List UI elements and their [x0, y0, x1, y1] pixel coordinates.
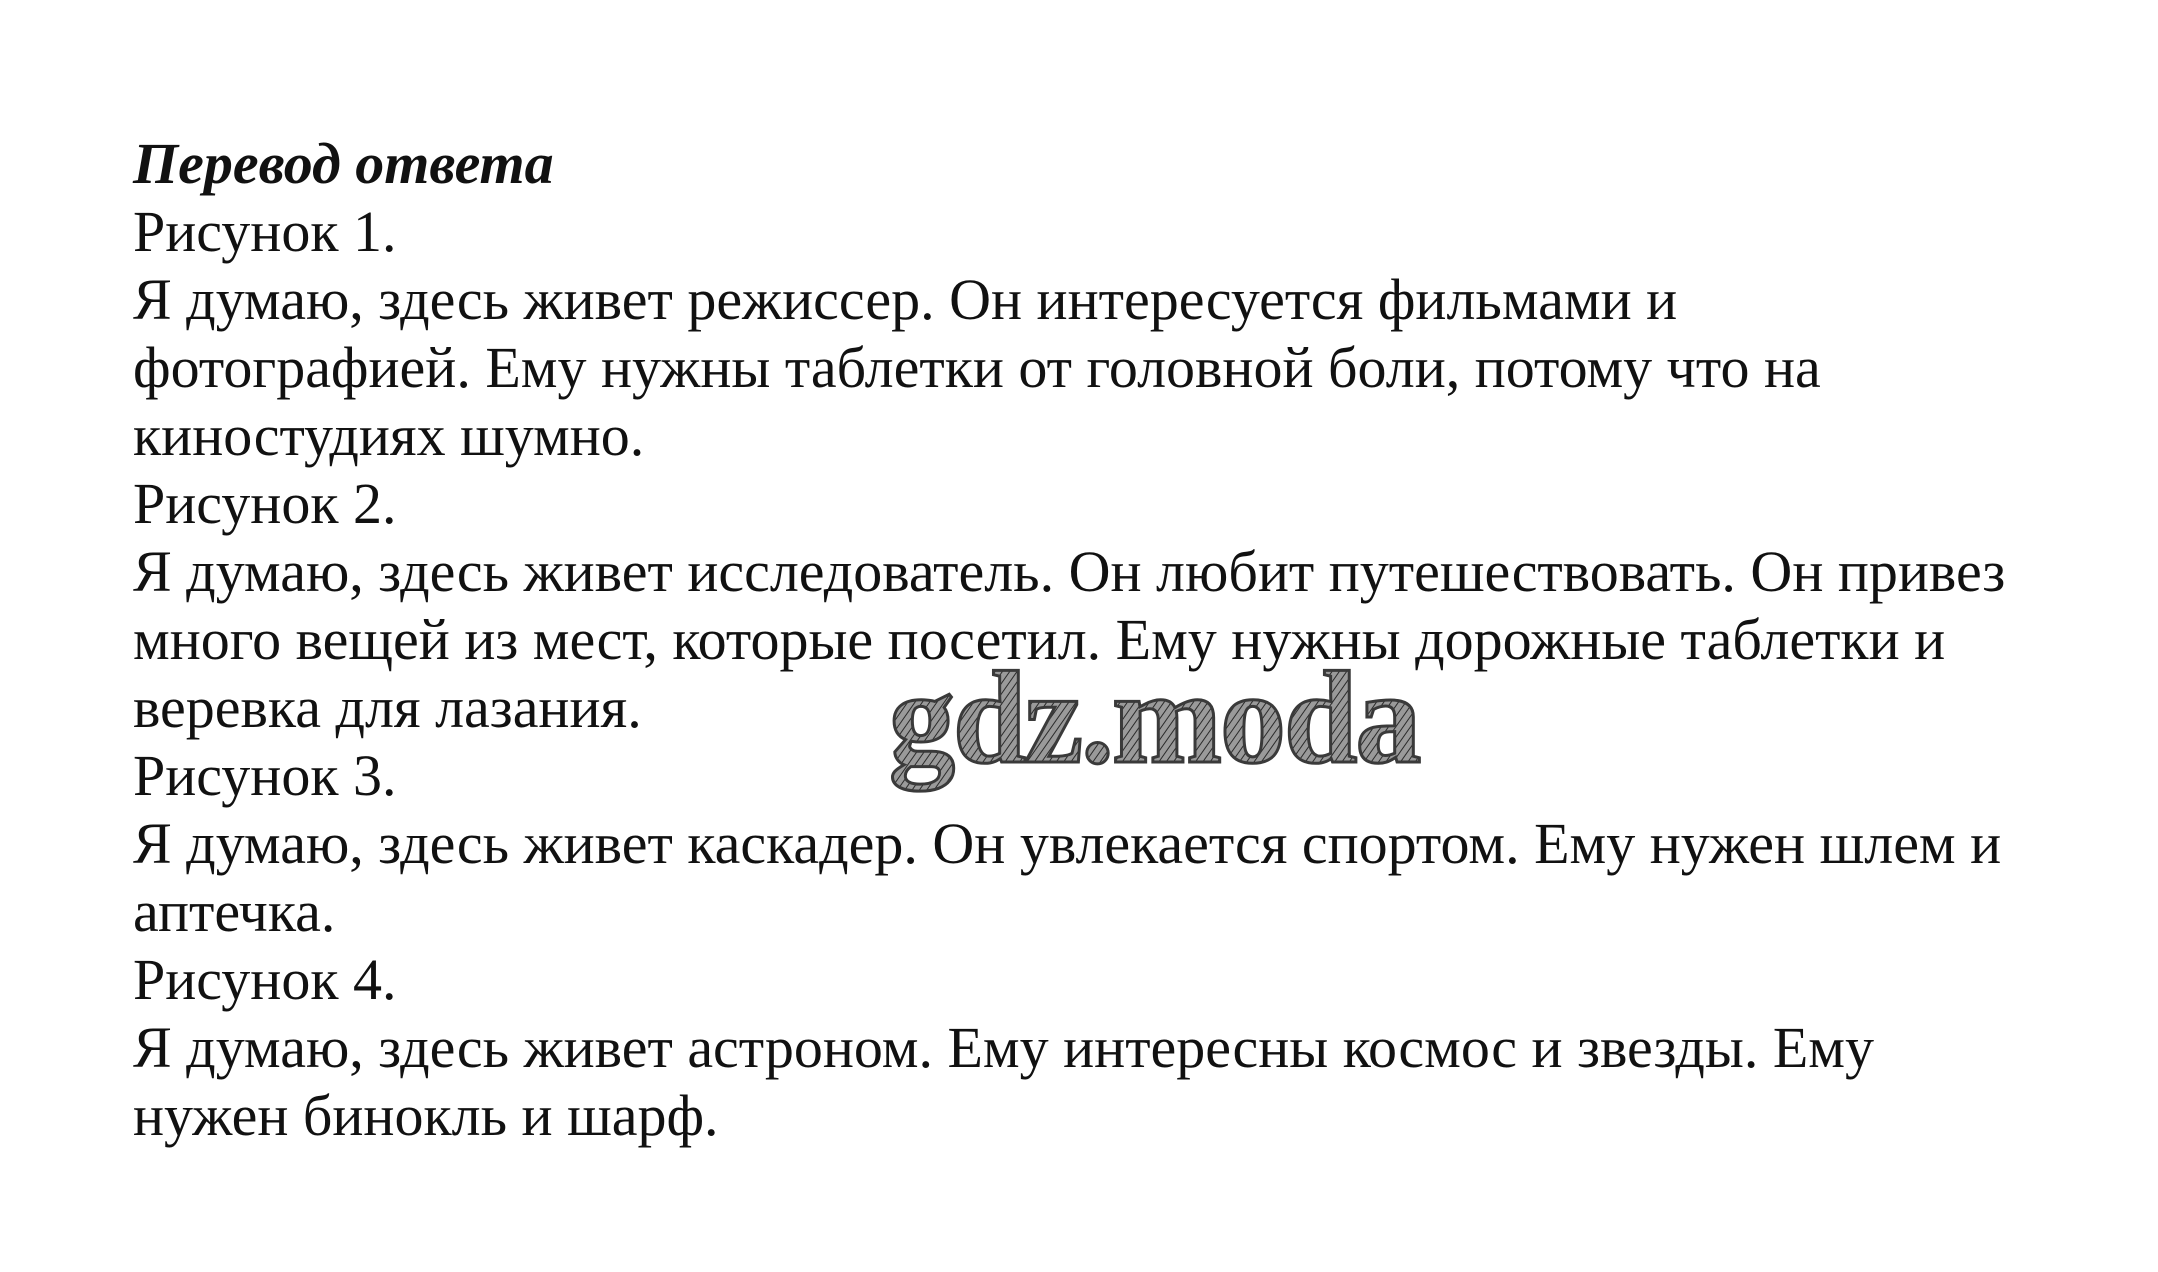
section-1-line-3: киностудиях шумно.	[133, 403, 645, 468]
section-2-line-1: Я думаю, здесь живет исследователь. Он любит путешествовать. Он привез	[133, 539, 2006, 604]
document-title: Перевод ответа	[133, 131, 554, 196]
section-2-line-3: веревка для лазания.	[133, 675, 642, 740]
section-4-line-2: нужен бинокль и шарф.	[133, 1083, 719, 1148]
section-heading-4: Рисунок 4.	[133, 947, 397, 1012]
section-1-line-1: Я думаю, здесь живет режиссер. Он интересуется фильмами и	[133, 267, 1678, 332]
document-body	[133, 130, 2093, 1150]
section-heading-2: Рисунок 2.	[133, 471, 397, 536]
section-3-line-2: аптечка.	[133, 879, 336, 944]
section-heading-1: Рисунок 1.	[133, 199, 397, 264]
watermark-text: gdz.moda	[889, 650, 1420, 791]
section-2-line-2: много вещей из мест, которые посетил. Ему нужны дорожные таблетки и	[133, 607, 1946, 672]
section-1-line-2: фотографией. Ему нужны таблетки от головной боли, потому что на	[133, 335, 1821, 400]
section-3-line-1: Я думаю, здесь живет каскадер. Он увлекается спортом. Ему нужен шлем и	[133, 811, 2002, 876]
section-heading-3: Рисунок 3.	[133, 743, 397, 808]
section-4-line-1: Я думаю, здесь живет астроном. Ему интересны космос и звезды. Ему	[133, 1015, 1874, 1080]
